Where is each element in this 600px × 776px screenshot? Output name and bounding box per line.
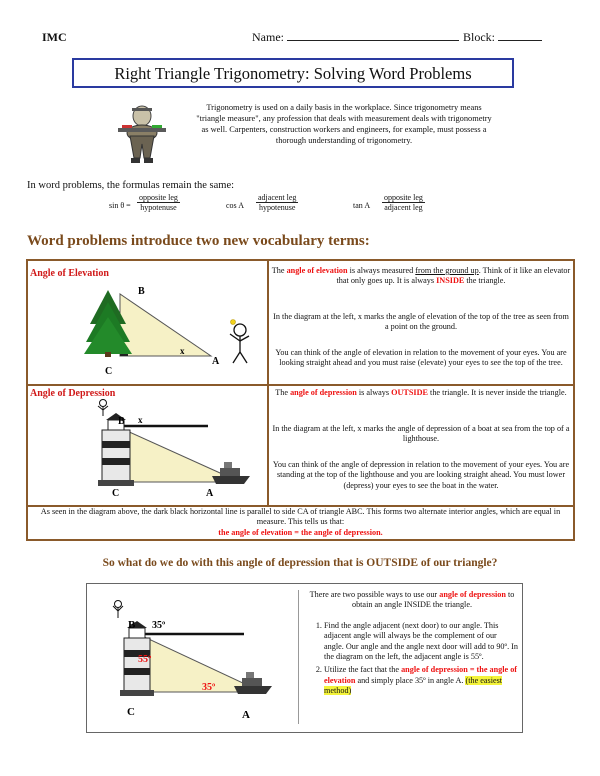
sol-intro-term: angle of depression bbox=[439, 590, 506, 599]
sol-top-angle: 35º bbox=[152, 620, 166, 631]
depression-text-2: In the diagram at the left, x marks the angle of depression of a boat at sea from the top of a lighthouse. bbox=[272, 424, 570, 444]
page-title: Right Triangle Trigonometry: Solving Word Problems bbox=[72, 58, 514, 88]
dep-p1-c: the triangle. It is never inside the triangle. bbox=[428, 388, 567, 397]
dep-term: angle of depression bbox=[290, 388, 357, 397]
header-imc: IMC bbox=[42, 30, 67, 44]
tan-label: tan A bbox=[353, 201, 371, 210]
elevation-text-2: In the diagram at the left, x marks the angle of elevation of the top of the tree as seen from a point on the ground. bbox=[273, 312, 569, 332]
dep-label-c: C bbox=[112, 488, 120, 499]
elevation-text-3: You can think of the angle of elevation in relation to the movement of your eyes. You are looking straight ahead and you must raise (elevate) your eyes to see the top of the tree. bbox=[275, 348, 567, 368]
elev-p1-ul: from the ground up bbox=[415, 266, 479, 275]
sol-label-a: A bbox=[242, 709, 250, 721]
sol-label-b: B bbox=[128, 619, 136, 631]
solution-step-1: 1. Find the angle adjacent (next door) to our angle. This adjacent angle will always be the complement of our angle. Our angle and the angle next door will add to 90º. In the diagram on the left, the adjacent angle is 55º. bbox=[324, 621, 518, 663]
sin-fraction bbox=[137, 193, 180, 212]
sol-intro-b: to obtain an angle INSIDE the triangle. bbox=[351, 590, 515, 610]
cos-label: cos A bbox=[226, 201, 244, 210]
solution-diagram bbox=[94, 592, 294, 726]
dep-label-x: x bbox=[138, 415, 143, 425]
sol-intro-a: There are two possible ways to use our bbox=[309, 590, 440, 599]
name-underline bbox=[287, 30, 459, 41]
block-underline bbox=[498, 30, 542, 41]
elev-p1-d: the triangle. bbox=[464, 276, 506, 286]
sin-denominator: hypotenuse bbox=[140, 203, 177, 212]
block-label: Block: bbox=[463, 30, 495, 44]
dep-outside: OUTSIDE bbox=[391, 388, 428, 397]
solution-step-2 bbox=[324, 665, 518, 696]
elevation-text-1 bbox=[271, 266, 571, 287]
solution-intro bbox=[306, 590, 518, 611]
elevation-diagram bbox=[28, 262, 266, 382]
name-field[interactable] bbox=[252, 30, 459, 45]
elev-p1-a: The bbox=[271, 266, 287, 275]
vocab-heading: Word problems introduce two new vocabulary terms: bbox=[27, 233, 370, 249]
table-divider-vertical bbox=[267, 261, 269, 505]
bottom-note bbox=[32, 507, 569, 538]
sin-numerator: opposite leg bbox=[139, 193, 178, 202]
dep-p1-b: is always bbox=[356, 388, 392, 397]
elev-p1-b: is always measured bbox=[347, 266, 416, 275]
bottom-note-text: As seen in the diagram above, the dark black horizontal line is parallel to side CA of triangle ABC. This forms two alternate interior angles, which are equal in measure. This tells us that: bbox=[40, 507, 561, 527]
elev-term: angle of elevation bbox=[286, 266, 348, 275]
dep-p1-a: The bbox=[275, 388, 291, 397]
cos-numerator: adjacent leg bbox=[258, 193, 297, 202]
cos-fraction bbox=[256, 193, 298, 212]
elevation-title: Angle of Elevation bbox=[30, 268, 109, 279]
elev-label-x: x bbox=[180, 346, 185, 356]
cos-denominator: hypotenuse bbox=[258, 203, 296, 212]
elev-label-a: A bbox=[212, 356, 220, 367]
sol-label-c: C bbox=[127, 706, 135, 718]
solution-text bbox=[306, 590, 518, 700]
dep-label-b: B bbox=[118, 416, 125, 427]
depression-title: Angle of Depression bbox=[30, 388, 116, 399]
elev-label-c: C bbox=[105, 366, 113, 377]
professor-illustration bbox=[112, 100, 172, 170]
step2-a: Utilize the fact that the bbox=[324, 665, 402, 675]
solution-steps bbox=[306, 621, 518, 697]
tan-fraction bbox=[382, 193, 425, 212]
step2-highlight: (the easiest method) bbox=[324, 675, 503, 696]
block-field[interactable] bbox=[463, 30, 542, 45]
sol-bottom-angle: 35º bbox=[202, 682, 216, 693]
sol-inner-angle: 55º bbox=[138, 654, 152, 665]
name-label: Name: bbox=[252, 30, 284, 44]
step2-term: angle of depression = the angle of elevation bbox=[324, 665, 518, 685]
question-heading: So what do we do with this angle of depression that is OUTSIDE of our triangle? bbox=[102, 557, 498, 569]
tan-numerator: opposite leg bbox=[384, 193, 423, 202]
elev-p1-c: . Think of it like an elevator that only goes up. It is always bbox=[336, 266, 571, 286]
tan-denominator: adjacent leg bbox=[384, 203, 423, 212]
formula-lead: In word problems, the formulas remain the same: bbox=[27, 180, 235, 191]
elev-inside: INSIDE bbox=[436, 276, 465, 286]
dep-label-a: A bbox=[206, 488, 214, 499]
solution-divider bbox=[298, 590, 299, 724]
step2-b: and simply place 35º in angle A. bbox=[355, 675, 466, 685]
bottom-note-conclusion: the angle of elevation = the angle of depression. bbox=[218, 527, 383, 537]
intro-paragraph: Trigonometry is used on a daily basis in the workplace. Since trigonometry means "triangle measure", any profession that deals with measurement deals with trigonometry as well. Carpenters, construction workers and engineers, for example, must possess a thorough understanding of trigonometry. bbox=[196, 103, 492, 145]
depression-text-3: You can think of the angle of depression in relation to the movement of your eyes. You are standing at the top of the lighthouse and you are looking straight ahead. You must lower (depress) your eyes to see the boat in the water. bbox=[272, 460, 570, 490]
depression-text-1 bbox=[271, 388, 571, 398]
sin-label: sin θ = bbox=[109, 201, 131, 210]
elev-label-b: B bbox=[138, 286, 145, 297]
depression-diagram bbox=[28, 386, 266, 504]
